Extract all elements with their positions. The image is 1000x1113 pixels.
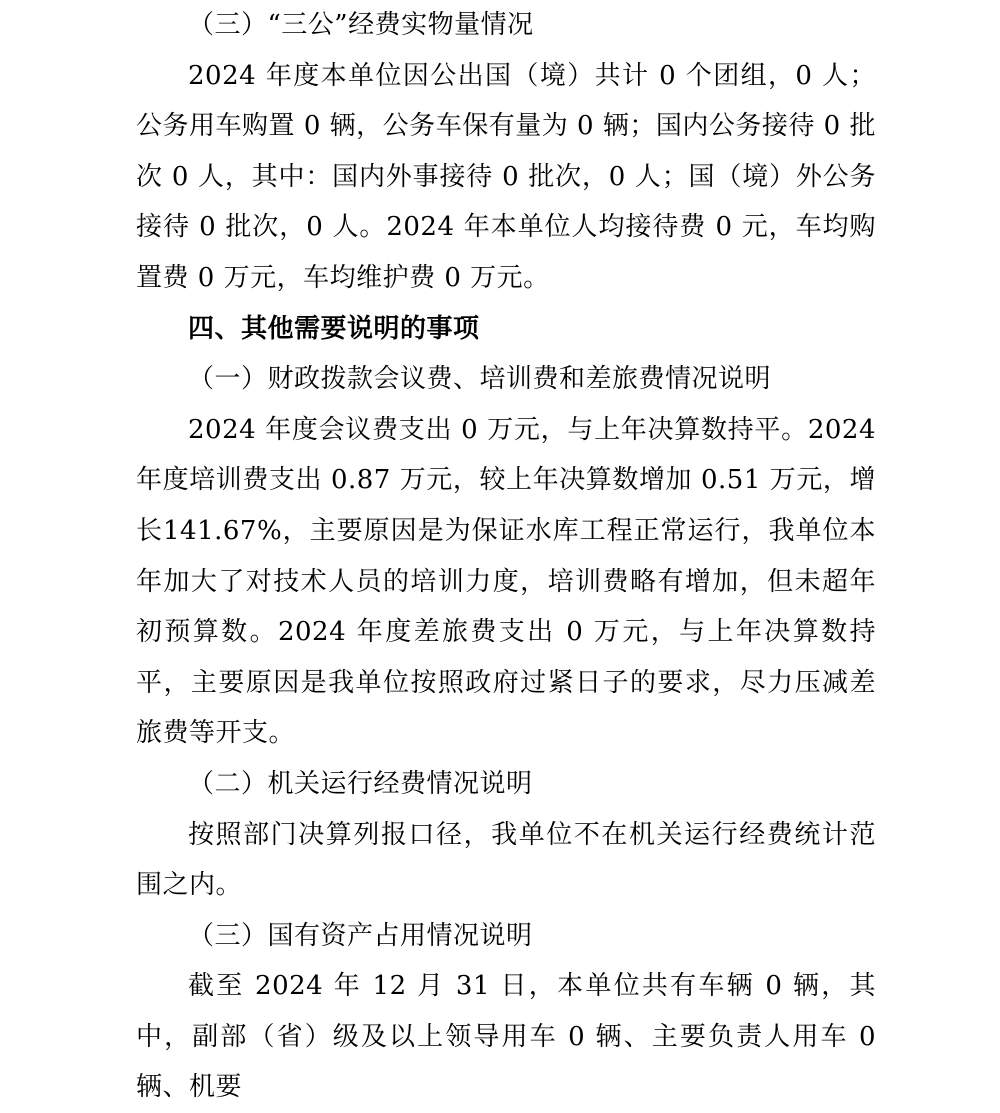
item-2-paragraph: 按照部门决算列报口径，我单位不在机关运行经费统计范围之内。 (136, 819, 876, 901)
item-2-title: （二）机关运行经费情况说明 (188, 768, 533, 799)
item-3-title: （三）国有资产占用情况说明 (188, 920, 533, 951)
part-4-title: 四、其他需要说明的事项 (188, 313, 480, 344)
section-3-title: （三）“三公”经费实物量情况 (188, 10, 534, 40)
item-3-paragraph: 截至 2024 年 12 月 31 日，本单位共有车辆 0 辆，其中，副部（省）级及以上领导用车 0 辆、主要负责人用车 0 辆、机要 (136, 971, 876, 1103)
item-1-paragraph: 2024 年度会议费支出 0 万元，与上年决算数持平。2024 年度培训费支出 0.87 万元，较上年决算数增加 0.51 万元，增长141.67%，主要原因是为保证水库工程正常运行，我单位本年加大了对技术人员的培训力度，培训费略有增加，但未超年初预算数。2024 年度差旅费支出 0 万元，与上年决算数持平，主要原因是我单位按照政府过紧日子的要求，尽力压减差旅费等开支。 (136, 414, 876, 749)
item-1-title: （一）财政拨款会议费、培训费和差旅费情况说明 (188, 364, 772, 395)
section-3-paragraph: 2024 年度本单位因公出国（境）共计 0 个团组，0 人；公务用车购置 0 辆，公务车保有量为 0 辆；国内公务接待 0 批次 0 人，其中：国内外事接待 0 批次，0 人；国（境）外公务接待 0 批次，0 人。2024 年本单位人均接待费 0 元，车均购置费 0 万元，车均维护费 0 万元。 (136, 60, 876, 293)
document-page (136, 0, 876, 1113)
